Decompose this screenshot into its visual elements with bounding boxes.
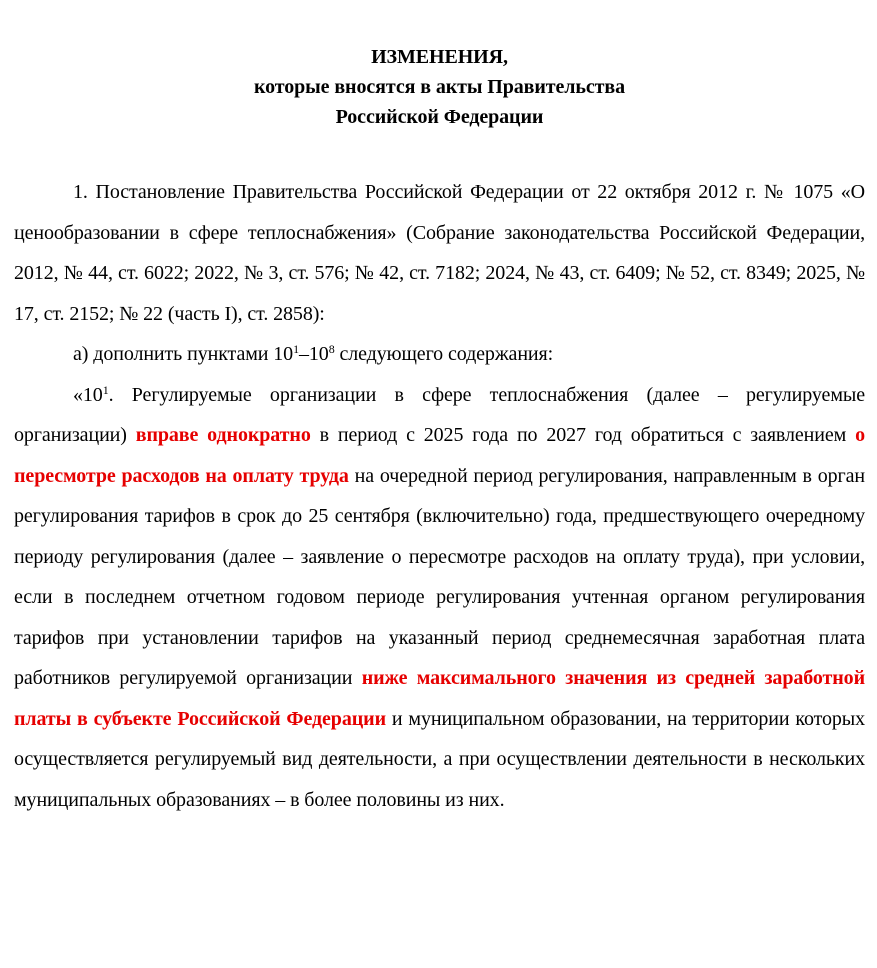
title-line-2: которые вносятся в акты Правительства [253,76,626,98]
subitem-a-mid: –10 [299,343,329,365]
p101-text-1: . Регулируемые организации в сфере теплоснабжения (далее – регулируемые организации) [14,383,865,446]
p101-text-3: на очередной период регулирования, направленным в орган регулирования тарифов в срок до 25 сентября (включительно) года, предшествующего очередному периоду регулирования (далее – заявление о пересмотре расходов на оплату труда), при условии, если в последнем отчетном годовом периоде регулирования учтенная органом регулирования тарифов при установлении тарифов на указанный период среднемесячная заработная плата работников регулируемой организации [14,464,865,689]
p101-sup: 1 [102,382,109,397]
paragraph-10-1 [14,375,865,821]
p101-text-4: и муниципальном образовании, на территории которых осуществляется регулируемый вид деятельности, а при осуществлении деятельности в нескольких муниципальных образованиях – в более половины из них. [14,707,866,811]
p101-open: «10 [73,383,103,406]
paragraph-item-1: 1. Постановление Правительства Российской Федерации от 22 октября 2012 г. № 1075 «О ценообразовании в сфере теплоснабжения» (Собрание законодательства Российской Федерации, 2012, № 44, ст. 6022; 2022, № 3, ст. 576; № 42, ст. 7182; 2024, № 43, ст. 6409; № 52, ст. 8349; 2025, № 17, ст. 2152; № 22 (часть I), ст. 2858): [14,181,865,325]
subitem-a-prefix: а) дополнить пунктами 10 [73,343,294,365]
document-page [14,42,865,820]
subitem-a-sup-2: 8 [328,342,335,356]
subitem-a-suffix: следующего содержания: [334,343,554,365]
highlight-labor-costs: о пересмотре расходов на оплату труда [14,424,866,487]
paragraph-subitem-a [14,334,865,375]
highlight-once: вправе однократно [135,424,311,446]
p101-text-2: в период с 2025 года по 2027 год обратиться с заявлением [310,424,856,446]
title-line-1: ИЗМЕНЕНИЯ, [371,46,508,68]
title-line-3: Российской Федерации [335,106,544,128]
highlight-salary-condition: ниже максимального значения из средней заработной платы в субъекте Российской Федерации [14,667,865,730]
document-title [14,42,865,132]
subitem-a-sup-1: 1 [293,342,299,356]
